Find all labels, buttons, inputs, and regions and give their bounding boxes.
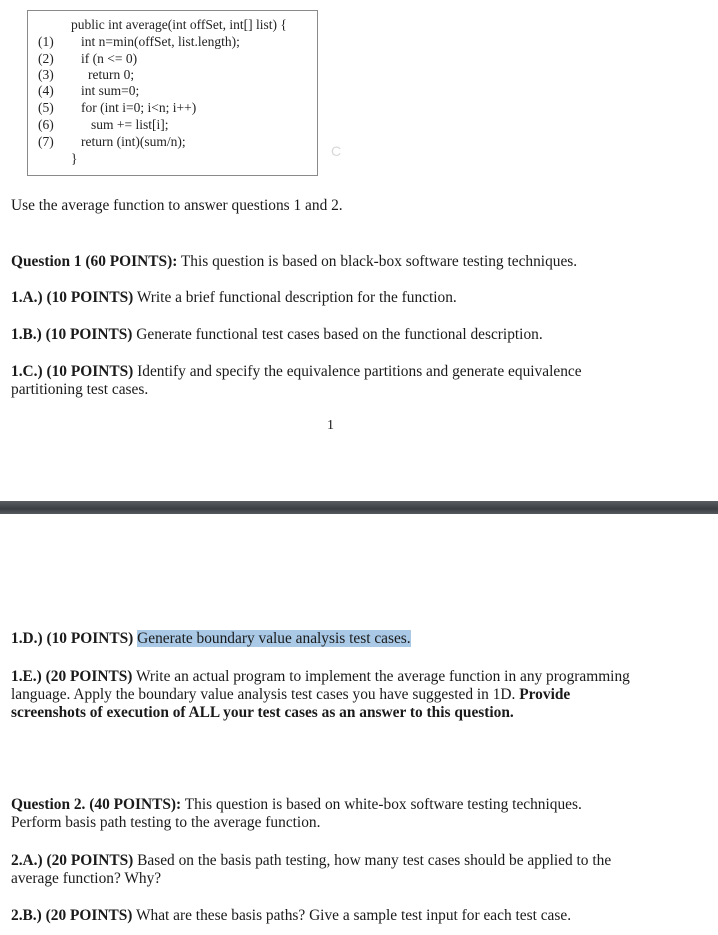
question-1a bbox=[11, 289, 701, 307]
code-line: for (int i=0; i<n; i++) bbox=[81, 100, 197, 115]
code-line: if (n <= 0) bbox=[81, 51, 138, 66]
question-2b bbox=[11, 907, 701, 925]
question-2-label: Question 2. (40 POINTS): bbox=[11, 796, 182, 813]
question-1b bbox=[11, 326, 701, 344]
intro-text: Use the average function to answer questions 1 and 2. bbox=[11, 197, 343, 214]
question-1d-label: 1.D.) (10 POINTS) bbox=[11, 630, 134, 647]
question-1 bbox=[11, 253, 701, 271]
line-number: (3) bbox=[38, 67, 54, 82]
question-1-label: Question 1 (60 POINTS): bbox=[11, 253, 178, 270]
question-2b-text: What are these basis paths? Give a sample test input for each test case. bbox=[132, 907, 572, 924]
question-1e-text: Write an actual program to implement the average function in any programming language. Apply the boundary value analysis test cases you have suggested in 1D. bbox=[11, 668, 630, 703]
line-number: (5) bbox=[38, 100, 54, 115]
question-1b-label: 1.B.) (10 POINTS) bbox=[11, 326, 133, 343]
line-number: (7) bbox=[38, 134, 54, 149]
line-number: (2) bbox=[38, 51, 54, 66]
question-2a-label: 2.A.) (20 POINTS) bbox=[11, 852, 134, 869]
code-line: return 0; bbox=[88, 67, 135, 82]
code-header: public int average(int offSet, int[] list) { bbox=[71, 17, 287, 32]
question-1-text: This question is based on black-box software testing techniques. bbox=[177, 253, 578, 270]
question-1a-label: 1.A.) (10 POINTS) bbox=[11, 289, 134, 306]
question-1c-text: Identify and specify the equivalence partitions and generate equivalence partitioning test cases. bbox=[11, 363, 582, 398]
question-1c bbox=[11, 363, 611, 399]
question-1d bbox=[11, 630, 701, 648]
question-1b-text: Generate functional test cases based on the functional description. bbox=[132, 326, 543, 343]
code-listing bbox=[27, 10, 318, 176]
question-1e-label: 1.E.) (20 POINTS) bbox=[11, 668, 133, 685]
question-2-text: This question is based on white-box software testing techniques. Perform basis path testing to the average function. bbox=[11, 796, 582, 831]
code-line: sum += list[i]; bbox=[91, 117, 169, 132]
question-2 bbox=[11, 796, 616, 832]
question-1a-text: Write a brief functional description for the function. bbox=[133, 289, 457, 306]
question-1c-label: 1.C.) (10 POINTS) bbox=[11, 363, 134, 380]
code-closing-brace: } bbox=[71, 151, 78, 166]
highlighted-text[interactable]: Generate boundary value analysis test cases. bbox=[137, 630, 411, 647]
question-2b-label: 2.B.) (20 POINTS) bbox=[11, 907, 133, 924]
question-1e-bold-text: Provide screenshots of execution of ALL your test cases as an answer to this question. bbox=[11, 686, 571, 721]
question-2a-text: Based on the basis path testing, how many test cases should be applied to the average function? Why? bbox=[11, 852, 612, 887]
page-separator bbox=[0, 501, 718, 514]
code-line: int sum=0; bbox=[81, 83, 140, 98]
page-number: 1 bbox=[327, 418, 334, 433]
code-line: int n=min(offSet, list.length); bbox=[81, 34, 240, 49]
faint-mark: C bbox=[331, 143, 342, 159]
line-number: (1) bbox=[38, 34, 54, 49]
line-number: (4) bbox=[38, 83, 54, 98]
line-number: (6) bbox=[38, 117, 54, 132]
question-1e bbox=[11, 668, 641, 722]
code-line: return (int)(sum/n); bbox=[81, 134, 186, 149]
question-2a bbox=[11, 852, 651, 888]
